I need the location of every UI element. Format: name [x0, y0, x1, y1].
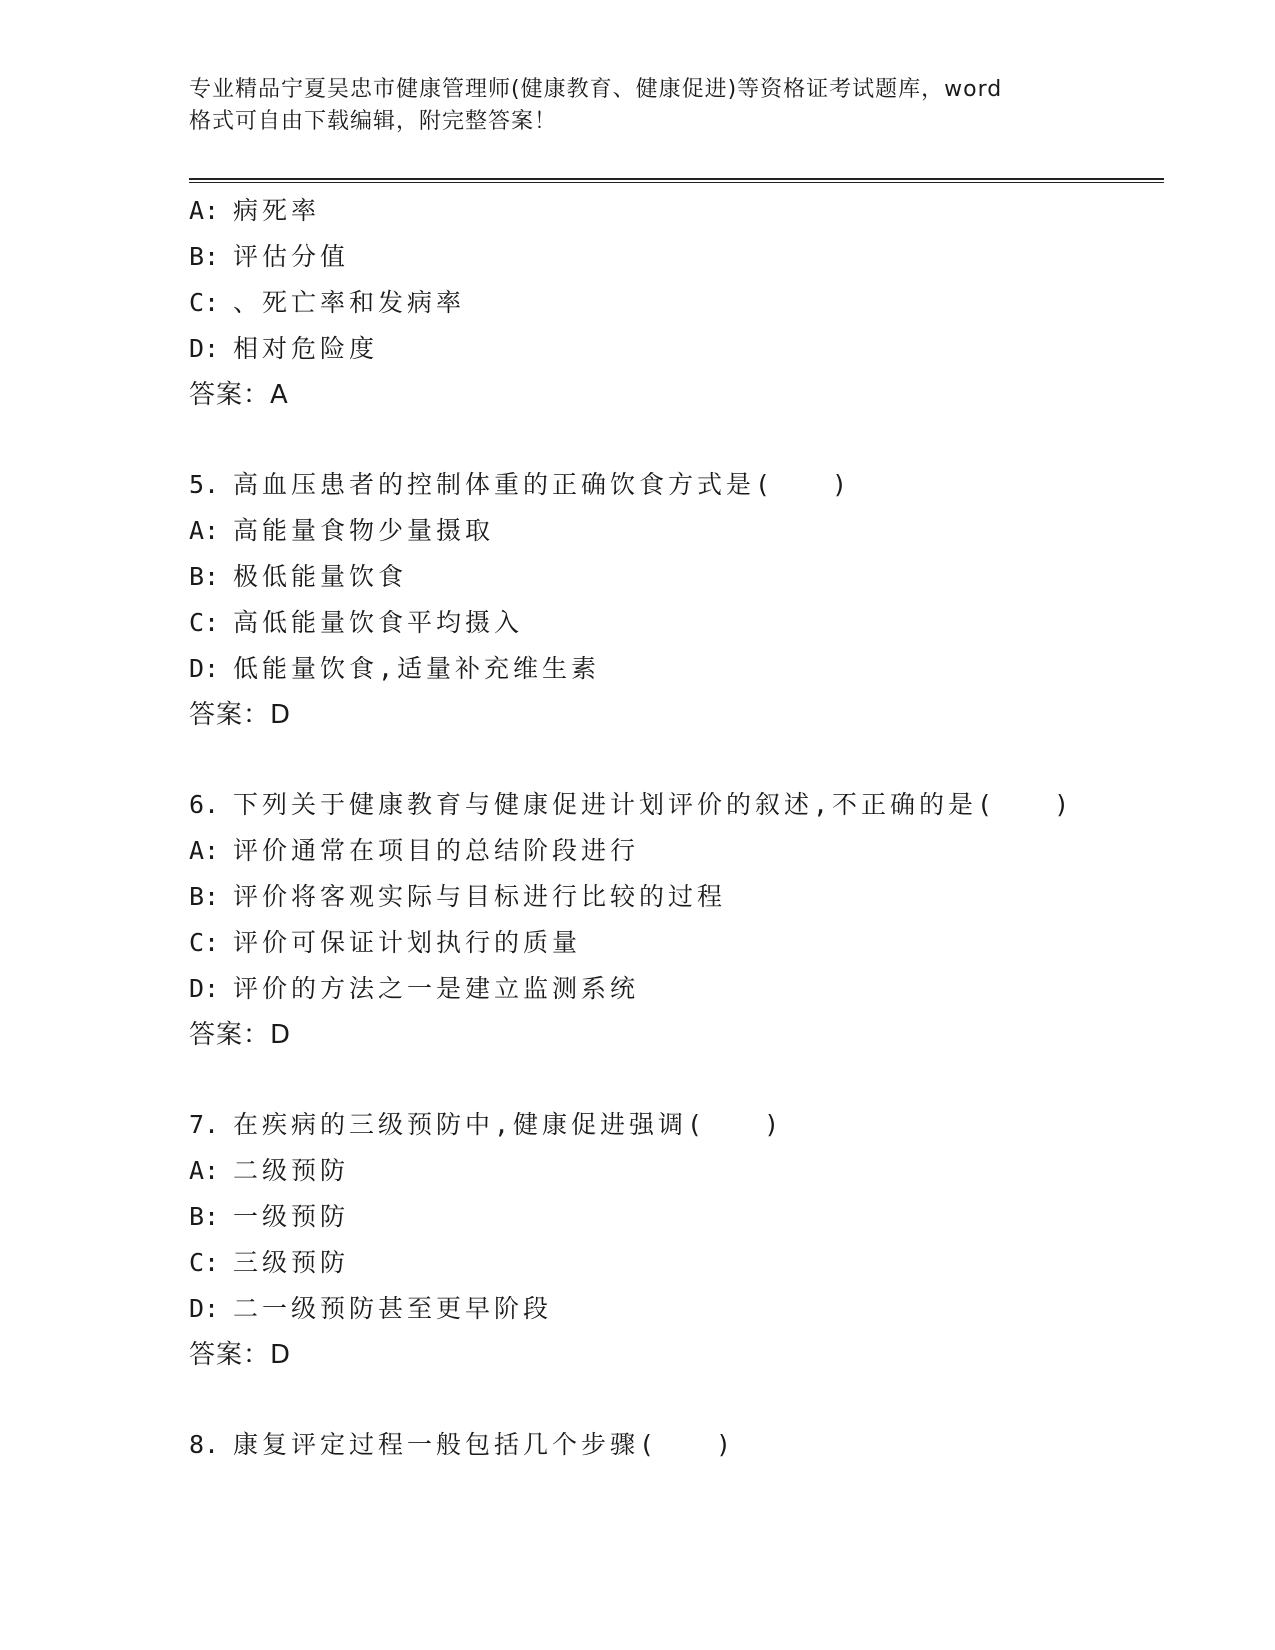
- option-d: D: 二一级预防甚至更早阶段: [189, 1294, 553, 1323]
- option-a: A: 高能量食物少量摄取: [189, 516, 495, 545]
- question-stem: 8. 康复评定过程一般包括几个步骤( ): [189, 1430, 736, 1459]
- option-c: C: 、死亡率和发病率: [189, 288, 466, 317]
- option-c: C: 评价可保证计划执行的质量: [189, 928, 582, 957]
- document-header: [189, 74, 1089, 138]
- option-c: C: 三级预防: [189, 1248, 350, 1277]
- answer: 答案：D: [189, 1340, 292, 1370]
- answer: 答案：D: [189, 700, 292, 730]
- option-b: B: 极低能量饮食: [189, 562, 408, 591]
- question-block: [189, 462, 1164, 738]
- option-a: A: 二级预防: [189, 1156, 350, 1185]
- option-d: D: 低能量饮食,适量补充维生素: [189, 654, 601, 683]
- question-block: [189, 1102, 1164, 1378]
- option-a: A: 病死率: [189, 196, 321, 225]
- option-d: D: 评价的方法之一是建立监测系统: [189, 974, 640, 1003]
- question-list: [189, 188, 1164, 1468]
- header-title-line2: 格式可自由下载编辑，附完整答案！: [189, 109, 558, 134]
- question-block: [189, 188, 1164, 418]
- question-stem: 7. 在疾病的三级预防中,健康促进强调( ): [189, 1110, 784, 1139]
- question-block: [189, 1422, 1164, 1468]
- question-stem: 5. 高血压患者的控制体重的正确饮食方式是( ): [189, 470, 852, 499]
- header-title-line1: 专业精品宁夏吴忠市健康管理师(健康教育、健康促进)等资格证考试题库，word: [189, 77, 1003, 102]
- answer: 答案：D: [189, 1020, 292, 1050]
- question-block: [189, 782, 1164, 1058]
- option-a: A: 评价通常在项目的总结阶段进行: [189, 836, 640, 865]
- option-b: B: 一级预防: [189, 1202, 350, 1231]
- option-b: B: 评估分值: [189, 242, 350, 271]
- answer: 答案：A: [189, 380, 289, 410]
- option-b: B: 评价将客观实际与目标进行比较的过程: [189, 882, 727, 911]
- header-divider: [189, 178, 1164, 183]
- question-stem: 6. 下列关于健康教育与健康促进计划评价的叙述,不正确的是( ): [189, 790, 1074, 819]
- option-c: C: 高低能量饮食平均摄入: [189, 608, 524, 637]
- option-d: D: 相对危险度: [189, 334, 379, 363]
